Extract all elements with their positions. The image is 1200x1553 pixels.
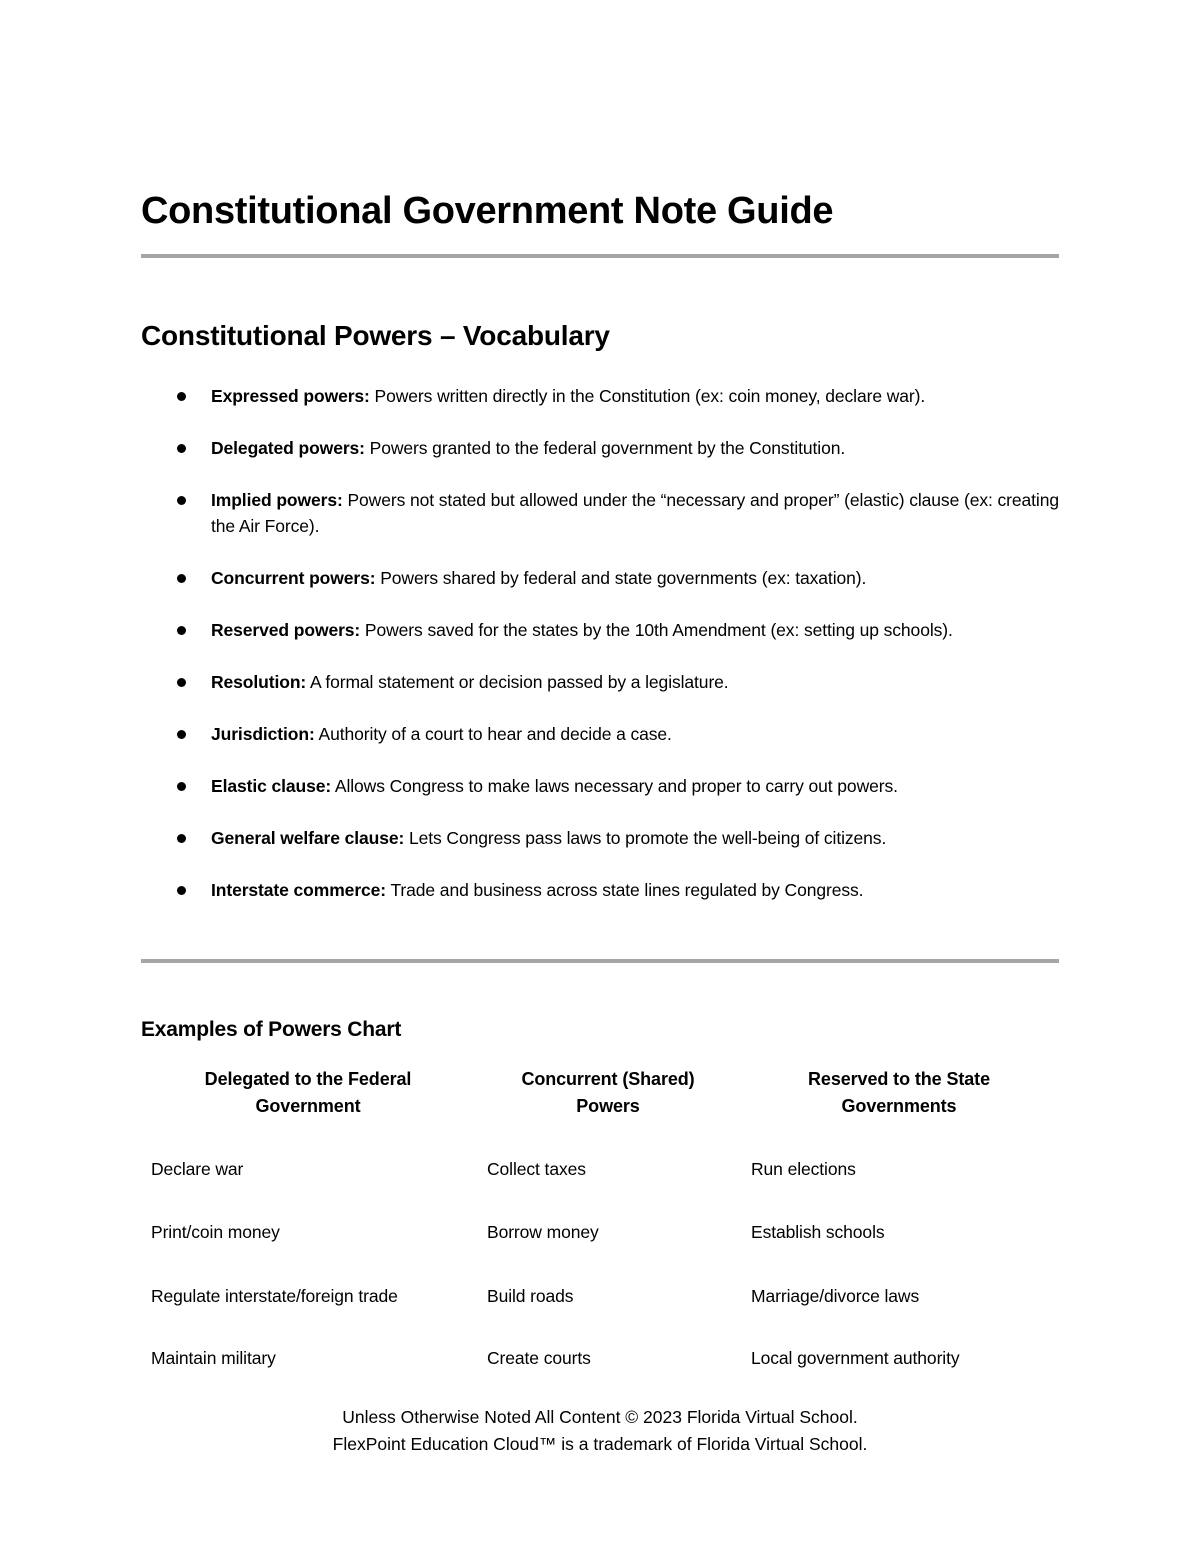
vocab-term: Expressed powers: [211,386,370,406]
vocab-item [141,487,1059,539]
column-header-line: Government [255,1096,361,1116]
vocab-definition: Powers granted to the federal government by the Constitution. [364,438,846,458]
bullet-icon [177,678,186,687]
table-cell: Establish schools [751,1222,885,1242]
vocab-item [141,383,1059,409]
vocab-item [141,435,1059,461]
vocab-term: Delegated powers: [211,438,365,458]
table-cell: Marriage/divorce laws [751,1286,920,1306]
column-header-concurrent [493,1066,723,1120]
page-title: Constitutional Government Note Guide [141,190,834,232]
column-header-line: Powers [576,1096,640,1116]
vocab-definition: Authority of a court to hear and decide a case. [314,724,672,744]
copyright-line: Unless Otherwise Noted All Content © 2023 Florida Virtual School. [342,1407,858,1427]
table-cell: Run elections [751,1159,856,1179]
vocab-term: Jurisdiction: [211,724,315,744]
vocab-definition: Powers saved for the states by the 10th Amendment (ex: setting up schools). [360,620,953,640]
table-cell: Declare war [151,1159,244,1179]
vocab-definition: Trade and business across state lines regulated by Congress. [386,880,864,900]
vocab-item [141,877,1059,903]
footer [0,1404,1200,1458]
column-header-line: Governments [841,1096,957,1116]
bullet-icon [177,730,186,739]
bullet-icon [177,886,186,895]
vocab-item [141,721,1059,747]
vocab-definition: Powers shared by federal and state governments (ex: taxation). [375,568,867,588]
vocab-definition: Powers not stated but allowed under the “necessary and proper” (elastic) clause (ex: creating the Air Force). [211,490,1059,536]
table-cell: Collect taxes [487,1159,586,1179]
vocab-definition: Allows Congress to make laws necessary and proper to carry out powers. [331,776,898,796]
table-cell: Build roads [487,1286,574,1306]
bullet-icon [177,392,186,401]
vocab-item [141,825,1059,851]
bullet-icon [177,782,186,791]
column-header-reserved [779,1066,1019,1120]
vocab-term: Reserved powers: [211,620,361,640]
vocab-item [141,669,1059,695]
bullet-icon [177,444,186,453]
table-cell: Maintain military [151,1348,276,1368]
chart-title: Examples of Powers Chart [141,1018,402,1041]
vocab-item [141,565,1059,591]
vocab-term: Resolution: [211,672,307,692]
column-header-line: Delegated to the Federal [204,1069,412,1089]
vocab-definition: Lets Congress pass laws to promote the well-being of citizens. [404,828,887,848]
table-cell: Print/coin money [151,1222,280,1242]
vocab-item [141,617,1059,643]
vocab-definition: Powers written directly in the Constitution (ex: coin money, declare war). [369,386,926,406]
column-header-line: Concurrent (Shared) [521,1069,695,1089]
vocab-item [141,773,1059,799]
table-cell: Local government authority [751,1348,960,1368]
table-cell: Regulate interstate/foreign trade [151,1286,398,1306]
vocab-heading: Constitutional Powers – Vocabulary [141,320,610,351]
vocab-term: Elastic clause: [211,776,332,796]
vocab-list [141,383,1059,903]
vocab-term: General welfare clause: [211,828,405,848]
column-header-line: Reserved to the State [808,1069,990,1089]
bullet-icon [177,574,186,583]
column-header-delegated [183,1066,433,1120]
section-divider [141,959,1059,963]
vocab-definition: A formal statement or decision passed by a legislature. [306,672,729,692]
bullet-icon [177,626,186,635]
table-cell: Borrow money [487,1222,599,1242]
title-divider [141,254,1059,258]
vocab-term: Implied powers: [211,490,343,510]
trademark-line: FlexPoint Education Cloud™ is a trademark of Florida Virtual School. [332,1434,868,1454]
bullet-icon [177,834,186,843]
table-cell: Create courts [487,1348,591,1368]
vocab-term: Concurrent powers: [211,568,376,588]
vocab-term: Interstate commerce: [211,880,387,900]
bullet-icon [177,496,186,505]
